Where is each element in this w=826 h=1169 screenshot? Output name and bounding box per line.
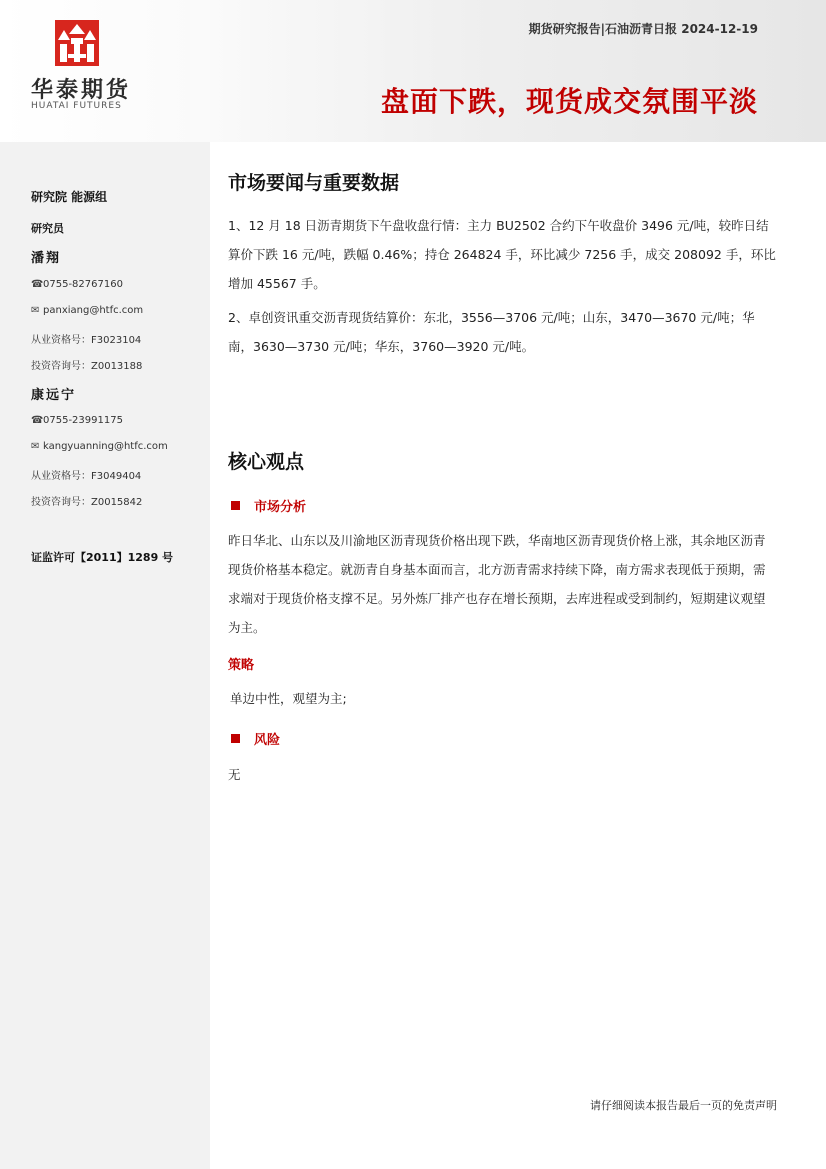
advisory-number: 投资咨询号：Z0015842 xyxy=(31,497,143,508)
brand-name: 华泰期货 xyxy=(31,78,132,103)
department: 研究院 能源组 xyxy=(31,190,108,204)
analysis-text: 昨日华北、山东以及川渝地区沥青现货价格出现下跌，华南地区沥青现货价格上涨，其余地区沥青现货价格基本稳定。就沥青自身基本面而言，北方沥青需求持续下降，南方需求表现低于预期，需求端对于现货价格支撑不足。另外炼厂排产也存在增长预期，去库进程或受到制约，短期建议观望为主。 xyxy=(228,533,766,635)
phone-number: 0755-82767160 xyxy=(43,279,123,290)
report-header xyxy=(0,0,826,142)
analyst-name: 康远宁 xyxy=(31,388,77,403)
report-headline: 盘面下跌，现货成交氛围平淡 xyxy=(380,85,758,118)
mail-icon: ✉ xyxy=(31,441,40,452)
red-square-bullet-icon xyxy=(231,501,240,510)
analysis-heading xyxy=(228,496,306,515)
red-square-bullet-icon xyxy=(231,734,240,743)
phone-icon: ☎ xyxy=(31,415,44,426)
phone-number: 0755-23991175 xyxy=(43,415,123,426)
email-address[interactable]: kangyuanning@htfc.com xyxy=(43,441,168,452)
license-number: 从业资格号：F3023104 xyxy=(31,335,142,346)
analyst-phone xyxy=(31,415,123,426)
brand-name-en: HUATAI FUTURES xyxy=(31,101,122,111)
risk-text: 无 xyxy=(228,767,241,782)
section-title-core-view: 核心观点 xyxy=(228,451,305,473)
email-address[interactable]: panxiang@htfc.com xyxy=(43,305,144,316)
risk-heading xyxy=(228,729,280,748)
role-label: 研究员 xyxy=(31,222,64,235)
phone-icon: ☎ xyxy=(31,279,44,290)
huatai-logo-icon xyxy=(55,20,99,66)
report-type-date: 期货研究报告|石油沥青日报 2024-12-19 xyxy=(528,22,758,36)
risk-title: 风险 xyxy=(254,733,281,748)
strategy-heading: 策略 xyxy=(228,658,255,673)
analyst-email xyxy=(31,305,143,316)
csrc-permit: 证监许可【2011】1289 号 xyxy=(31,551,174,564)
news-item-1: 1、12 月 18 日沥青期货下午盘收盘行情：主力 BU2502 合约下午收盘价 3496 元/吨，较昨日结算价下跌 16 元/吨，跌幅 0.46%；持仓 264824 手，环比减少 7256 手，成交 208092 手，环比增加 45567 手。 xyxy=(228,218,776,291)
analyst-email xyxy=(31,441,168,452)
mail-icon: ✉ xyxy=(31,305,40,316)
advisory-number: 投资咨询号：Z0013188 xyxy=(31,361,143,372)
strategy-text: 单边中性，观望为主; xyxy=(230,691,347,706)
analysis-title: 市场分析 xyxy=(254,500,307,515)
analyst-name: 潘翔 xyxy=(31,251,62,266)
disclaimer-note: 请仔细阅读本报告最后一页的免责声明 xyxy=(590,1099,777,1112)
author-sidebar xyxy=(0,142,210,1169)
news-item-2: 2、卓创资讯重交沥青现货结算价：东北，3556—3706 元/吨；山东，3470—3670 元/吨；华南，3630—3730 元/吨；华东，3760—3920 元/吨。 xyxy=(228,310,755,354)
analyst-phone xyxy=(31,279,123,290)
section-title-news: 市场要闻与重要数据 xyxy=(228,172,400,194)
license-number: 从业资格号：F3049404 xyxy=(31,471,142,482)
